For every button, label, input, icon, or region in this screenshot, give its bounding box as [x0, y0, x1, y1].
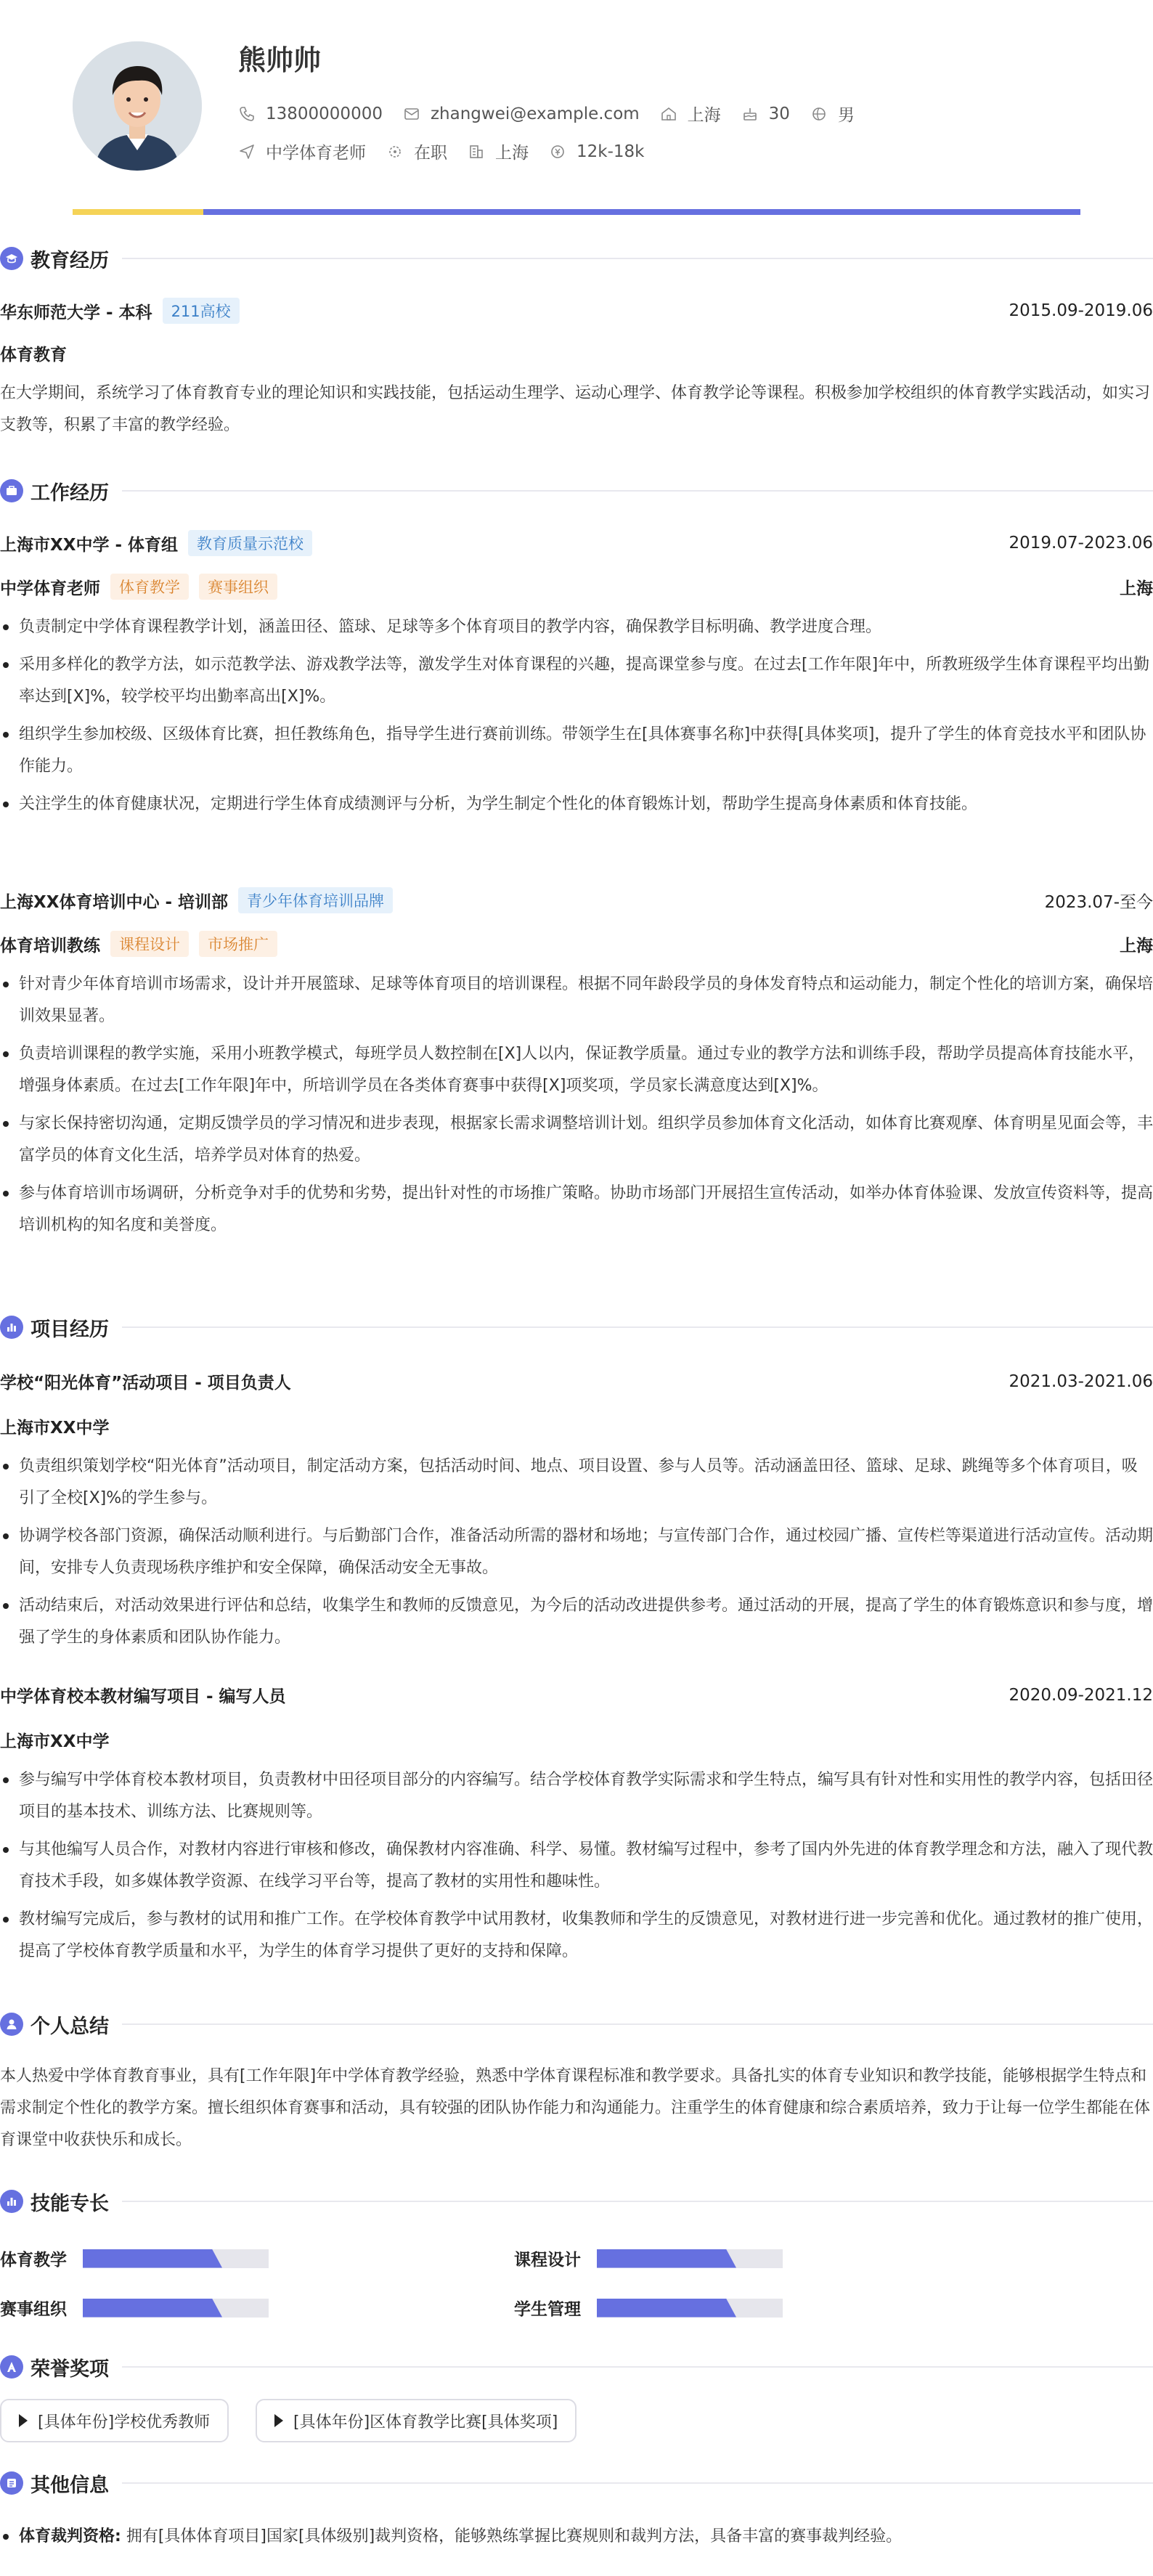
section-label: 其他信息: [30, 2474, 109, 2497]
section-divider: [122, 258, 1153, 259]
skill-bar-fill: [597, 2299, 736, 2318]
award-text: [具体年份]区体育教学比赛[具体奖项]: [293, 2413, 558, 2432]
project-org: 上海市XX中学: [0, 1732, 110, 1751]
building-icon: [468, 143, 485, 160]
list-item: 针对青少年体育培训市场需求，设计并开展篮球、足球等体育项目的培训课程。根据不同年龄段学员的身体发育特点和运动能力，制定个性化的培训方案，确保培训效果显著。: [0, 969, 1153, 1032]
section-label: 技能专长: [30, 2192, 109, 2215]
work-date: 2019.07-2023.06: [1009, 534, 1153, 553]
summary-text: 本人热爱中学体育教育事业，具有[工作年限]年中学体育教学经验，熟悉中学体育课程标准和教学要求。具备扎实的体育专业知识和教学技能，能够根据学生特点和需求制定个性化的教学方案。擅长组织体育赛事和活动，具有较强的团队协作能力和沟通能力。注重学生的体育健康和综合素质培养，致力于让每一位学生都能在体育课堂中收获快乐和成长。: [0, 2067, 1151, 2149]
work-2-header: [0, 887, 1153, 913]
email-item: [403, 105, 640, 123]
work-location: 上海: [1120, 936, 1153, 955]
user-icon: [0, 2013, 23, 2036]
work-company-tag: 教育质量示范校: [188, 530, 312, 556]
work-1-header: [0, 530, 1153, 556]
work-company: 上海XX体育培训中心 - 培训部: [0, 892, 229, 912]
section-label: 荣誉奖项: [30, 2357, 109, 2381]
job-target-item: [238, 139, 366, 163]
list-item: 教材编写完成后，参与教材的试用和推广工作。在学校体育教学中试用教材，收集教师和学生的反馈意见，对教材进行进一步完善和优化。通过教材的推广使用，提高了学校体育教学质量和水平，为学生的体育学习提供了更好的支持和保障。: [0, 1904, 1153, 1968]
list-item: [0, 2521, 1153, 2553]
education-section-title: [0, 244, 1153, 273]
home-icon: [660, 105, 677, 123]
bar-chart-icon: [0, 2190, 23, 2213]
project-date: 2020.09-2021.12: [1009, 1685, 1153, 1705]
status-text: 在职: [414, 144, 447, 163]
list-item: 负责培训课程的教学实施，采用小班教学模式，每班学员人数控制在[X]人以内，保证教学质量。通过专业的教学方法和训练手段，帮助学员提高体育技能水平，增强身体素质。在过去[工作年限]年中，所培训学员在各类体育赛事中获得[X]项奖项，学员家长满意度达到[X]%。: [0, 1038, 1153, 1102]
age-item: [741, 105, 790, 123]
education-major: 体育教育: [0, 346, 67, 364]
gender-item: [810, 102, 855, 126]
summary-section-title: [0, 2010, 1153, 2039]
projects-section-title: [0, 1313, 1153, 1342]
skill-item: [0, 2296, 269, 2320]
list-item: 组织学生参加校级、区级体育比赛，担任教练角色，指导学生进行赛前训练。带领学生在[具体赛事名称]中获得[具体奖项]，提升了学生的体育竞技水平和团队协作能力。: [0, 719, 1153, 783]
work-section-title: [0, 476, 1153, 505]
skill-bar-fill: [83, 2299, 222, 2318]
work-role: 中学体育老师: [0, 579, 100, 598]
section-label: 教育经历: [30, 249, 109, 272]
education-desc: 在大学期间，系统学习了体育教育专业的理论知识和实践技能，包括运动生理学、运动心理学、体育教学论等课程。积极参加学校组织的体育教学实践活动，如实习支教等，积累了丰富的教学经验。: [0, 384, 1151, 434]
info-icon: [0, 2471, 23, 2495]
other-section-title: [0, 2469, 1153, 2498]
award-text: [具体年份]学校优秀教师: [38, 2413, 211, 2432]
skill-bar: [597, 2299, 783, 2318]
list-item: 活动结束后，对活动效果进行评估和总结，收集学生和教师的反馈意见，为今后的活动改进提供参考。通过活动的开展，提高了学生的体育锻炼意识和参与度，增强了学生的身体素质和团队协作能力。: [0, 1590, 1153, 1654]
salary-text: 12k-18k: [576, 142, 645, 161]
skills-section-title: [0, 2187, 1153, 2216]
list-item: 与其他编写人员合作，对教材内容进行审核和修改，确保教材内容准确、科学、易懂。教材编写过程中，参考了国内外先进的体育教学理念和方法，融入了现代教育技术手段，如多媒体教学资源、在线学习平台等，提高了教材的实用性和趣味性。: [0, 1834, 1153, 1898]
education-date: 2015.09-2019.06: [1009, 301, 1153, 320]
section-label: 工作经历: [30, 481, 109, 505]
bar-chart-icon: [0, 1316, 23, 1339]
project-2-header: [0, 1683, 1153, 1707]
target-city-item: [468, 139, 529, 163]
work-1-role-row: [0, 574, 1153, 600]
project-date: 2021.03-2021.06: [1009, 1371, 1153, 1391]
other-bullets: [0, 2521, 1153, 2559]
accent-bar-blue: [203, 209, 1080, 215]
work-company-tag: 青少年体育培训品牌: [238, 887, 393, 913]
section-divider: [122, 2482, 1153, 2484]
skill-name: 学生管理: [514, 2300, 581, 2319]
education-header: [0, 298, 1153, 324]
award-icon: [0, 2355, 23, 2379]
city-text: 上海: [687, 106, 721, 125]
triangle-icon: [274, 2414, 283, 2427]
project-org: 上海市XX中学: [0, 1419, 110, 1438]
project-2-bullets: [0, 1764, 1153, 1973]
project-1-header: [0, 1369, 1153, 1393]
money-icon: [549, 143, 566, 160]
list-item: 参与体育培训市场调研，分析竞争对手的优势和劣势，提出针对性的市场推广策略。协助市场部门开展招生宣传活动，如举办体育体验课、发放宣传资料等，提高培训机构的知名度和美誉度。: [0, 1178, 1153, 1242]
school-tag: 211高校: [163, 298, 240, 324]
skill-bar: [83, 2249, 269, 2268]
other-label: 体育裁判资格:: [19, 2527, 121, 2546]
salary-item: [549, 142, 644, 161]
graduation-cap-icon: [0, 247, 23, 270]
list-item: 参与编写中学体育校本教材项目，负责教材中田径项目部分的内容编写。结合学校体育教学实际需求和学生特点，编写具有针对性和实用性的教学内容，包括田径项目的基本技术、训练方法、比赛规则等。: [0, 1764, 1153, 1828]
skill-bar: [83, 2299, 269, 2318]
gender-icon: [810, 105, 828, 123]
work-2-bullets: [0, 969, 1153, 1247]
accent-bar-yellow: [73, 209, 203, 215]
list-item: 负责制定中学体育课程教学计划，涵盖田径、篮球、足球等多个体育项目的教学内容，确保教学目标明确、教学进度合理。: [0, 611, 1153, 643]
section-divider: [122, 1326, 1153, 1328]
send-icon: [238, 143, 256, 160]
section-label: 项目经历: [30, 1318, 109, 1341]
awards-section-title: [0, 2352, 1153, 2381]
email-text: zhangwei@example.com: [430, 104, 640, 123]
role-tag: 课程设计: [110, 931, 189, 957]
role-tag: 市场推广: [199, 931, 277, 957]
list-item: 与家长保持密切沟通，定期反馈学员的学习情况和进步表现，根据家长需求调整培训计划。组织学员参加体育文化活动，如体育比赛观摩、体育明星见面会等，丰富学员的体育文化生活，培养学员对体育的热爱。: [0, 1108, 1153, 1172]
project-1-bullets: [0, 1451, 1153, 1660]
resume-header: [73, 0, 1080, 215]
list-item: 采用多样化的教学方法，如示范教学法、游戏教学法等，激发学生对体育课程的兴趣，提高课堂参与度。在过去[工作年限]年中，所教班级学生体育课程平均出勤率达到[X]%，较学校平均出勤率高出[X]%。: [0, 649, 1153, 713]
school-name: 华东师范大学 - 本科: [0, 303, 152, 322]
section-divider: [122, 2201, 1153, 2202]
section-divider: [122, 490, 1153, 492]
work-location: 上海: [1120, 579, 1153, 598]
award-item: [256, 2399, 576, 2442]
skill-bar-fill: [597, 2249, 736, 2268]
skill-name: 体育教学: [0, 2251, 67, 2270]
avatar: [73, 41, 202, 171]
project-title: 学校“阳光体育”活动项目 - 项目负责人: [0, 1374, 291, 1393]
skill-item: [514, 2296, 783, 2320]
mail-icon: [403, 105, 420, 123]
cake-icon: [741, 105, 759, 123]
target-city-text: 上海: [495, 144, 529, 163]
work-date: 2023.07-至今: [1044, 892, 1153, 912]
section-label: 个人总结: [30, 2015, 109, 2038]
role-tag: 体育教学: [110, 574, 189, 600]
age-text: 30: [768, 104, 790, 123]
gender-text: 男: [837, 106, 855, 125]
skill-bar: [597, 2249, 783, 2268]
skill-name: 赛事组织: [0, 2300, 67, 2319]
skill-item: [0, 2246, 269, 2270]
triangle-icon: [19, 2414, 28, 2427]
work-1-bullets: [0, 611, 1153, 826]
phone-item: [238, 105, 383, 123]
intent-row: [238, 139, 664, 163]
section-divider: [122, 2023, 1153, 2025]
contact-row: [238, 102, 875, 126]
skill-bar-fill: [83, 2249, 222, 2268]
other-text: 拥有[具体体育项目]国家[具体级别]裁判资格，能够熟练掌握比赛规则和裁判方法，具备丰富的赛事裁判经验。: [126, 2527, 903, 2546]
city-item: [660, 102, 721, 126]
role-tag: 赛事组织: [199, 574, 277, 600]
list-item: 负责组织策划学校“阳光体育”活动项目，制定活动方案，包括活动时间、地点、项目设置、参与人员等。活动涵盖田径、篮球、足球、跳绳等多个体育项目，吸引了全校[X]%的学生参与。: [0, 1451, 1153, 1515]
section-divider: [122, 2366, 1153, 2368]
work-company: 上海市XX中学 - 体育组: [0, 535, 179, 555]
list-item: 关注学生的体育健康状况，定期进行学生体育成绩测评与分析，为学生制定个性化的体育锻炼计划，帮助学生提高身体素质和体育技能。: [0, 788, 1153, 820]
award-item: [0, 2399, 229, 2442]
work-role: 体育培训教练: [0, 936, 100, 955]
status-item: [386, 139, 447, 163]
work-2-role-row: [0, 931, 1153, 957]
candidate-name: 熊帅帅: [238, 44, 322, 76]
phone-icon: [238, 105, 256, 123]
list-item: 协调学校各部门资源，确保活动顺利进行。与后勤部门合作，准备活动所需的器材和场地；与宣传部门合作，通过校园广播、宣传栏等渠道进行活动宣传。活动期间，安排专人负责现场秩序维护和安全保障，确保活动安全无事故。: [0, 1520, 1153, 1584]
briefcase-icon: [0, 479, 23, 502]
project-title: 中学体育校本教材编写项目 - 编写人员: [0, 1687, 286, 1706]
status-icon: [386, 143, 404, 160]
skill-item: [514, 2246, 783, 2270]
job-target-text: 中学体育老师: [266, 144, 366, 163]
header-accent-bar: [73, 209, 1080, 215]
skill-name: 课程设计: [514, 2251, 581, 2270]
phone-text: 13800000000: [266, 104, 383, 123]
